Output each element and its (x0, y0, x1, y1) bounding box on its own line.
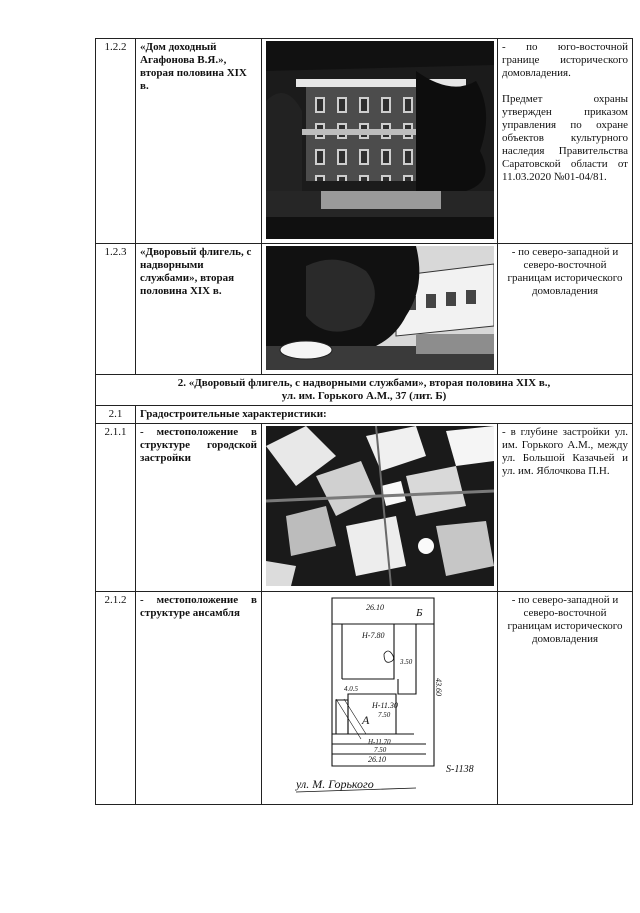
plan-dim-right: 43.60 (434, 678, 443, 696)
photo-cell (262, 39, 498, 244)
section-heading-line-2: ул. им. Горького А.М., 37 (лит. Б) (281, 390, 447, 402)
plan-height-3: Н-11.70 (368, 738, 391, 746)
characteristic-name: - местоположение в структуре городской застройки (136, 424, 262, 592)
plan-letter-a: А (362, 713, 370, 727)
section-heading-line-1: 2. «Дворовый флигель, с надворными службами», вторая половина XIX в., (177, 377, 551, 389)
plan-dim-bottom: 26.10 (368, 755, 386, 764)
row-number: 1.2.3 (96, 244, 136, 375)
document-table (95, 38, 633, 805)
protection-note: Предмет охраны утвержден приказом управления по охране объектов культурного наследия Правительства Саратовской области от 11.03.2020 №01-04/81. (502, 93, 628, 183)
plan-letter-b: Б (416, 607, 423, 619)
plan-height-2: Н-11.30 (372, 701, 398, 710)
plan-street: ул. М. Горького (296, 777, 374, 791)
section-heading (96, 375, 633, 406)
photo-cell (262, 424, 498, 592)
plan-h-small: 3.50 (400, 658, 413, 666)
table-row-1-2-3 (96, 244, 633, 375)
plan-dim-top: 26.10 (366, 603, 384, 612)
section-heading-row (96, 375, 633, 406)
aerial-map-photo-icon (266, 426, 494, 586)
site-plan-sketch-icon (266, 594, 494, 800)
table-row-2-1-2 (96, 592, 633, 805)
row-number: 2.1 (96, 406, 136, 424)
object-name: «Дом доходный Агафонова В.Я.», вторая половина XIX в. (136, 39, 262, 244)
plan-height-1: Н-7.80 (362, 631, 385, 640)
characteristic-name: - местоположение в структуре ансамбля (136, 592, 262, 805)
table-row-1-2-2 (96, 39, 633, 244)
plan-h-mid-2: 7.50 (374, 746, 387, 754)
building-facade-photo-icon (266, 41, 494, 239)
object-name: «Дворовый флигель, с надворными службами», вторая половина XIX в. (136, 244, 262, 375)
row-number: 1.2.2 (96, 39, 136, 244)
row-number: 2.1.1 (96, 424, 136, 592)
plan-h-left: 4.0.5 (344, 685, 358, 693)
plan-h-mid: 7.50 (378, 711, 391, 719)
photo-cell (262, 244, 498, 375)
row-number: 2.1.2 (96, 592, 136, 805)
location-description: - в глубине застройки ул. им. Горького А.М., между ул. Большой Казачьей и ул. им. Яблочкова П.Н. (498, 424, 633, 592)
plan-area: S-1138 (446, 764, 474, 775)
subsection-title: Градостроительные характеристики: (136, 406, 633, 424)
plan-cell (262, 592, 498, 805)
boundary-text: - по юго-восточной границе исторического домовладения. (502, 41, 628, 79)
boundary-description: - по северо-западной и северо-восточной границам исторического домовладения (498, 592, 633, 805)
table-row-2-1 (96, 406, 633, 424)
table-row-2-1-1 (96, 424, 633, 592)
boundary-description (498, 39, 633, 244)
boundary-description: - по северо-западной и северо-восточной границам исторического домовладения (498, 244, 633, 375)
courtyard-outbuilding-photo-icon (266, 246, 494, 370)
